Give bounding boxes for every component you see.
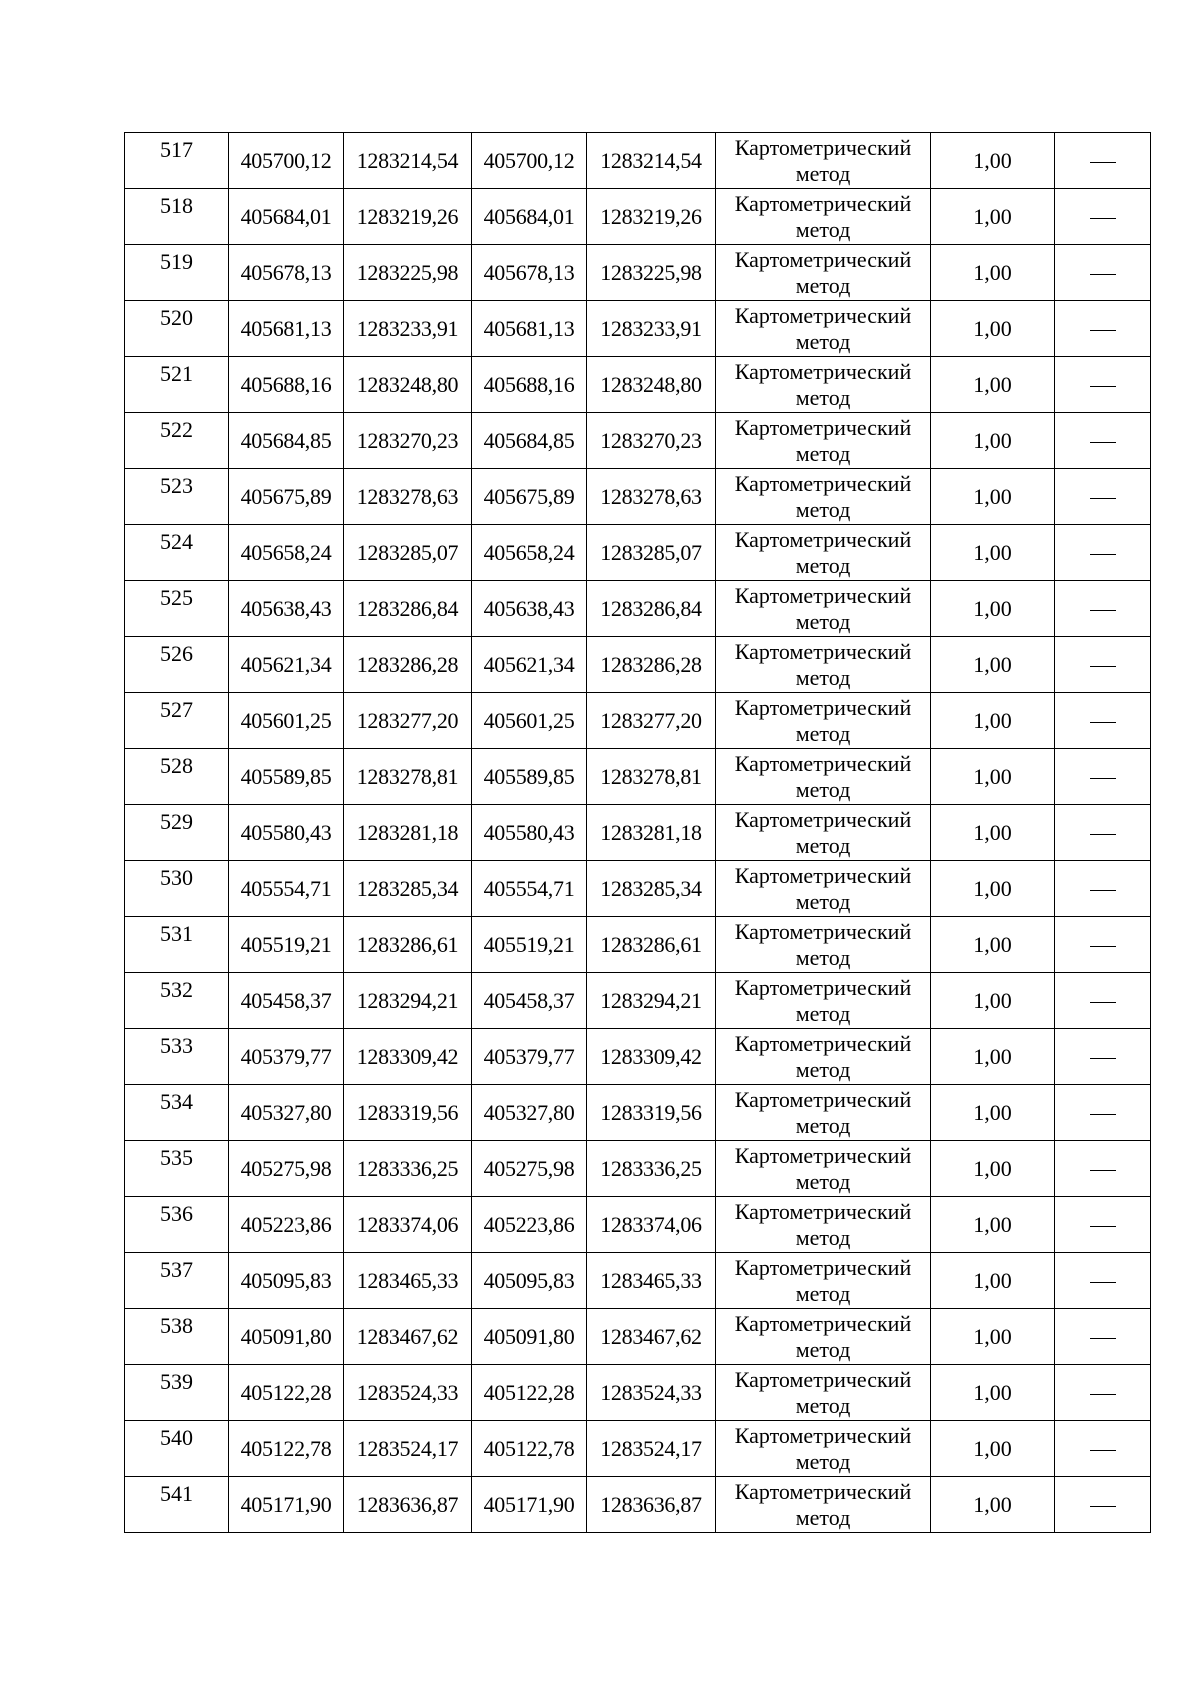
dash-mark <box>1090 890 1116 891</box>
note-cell <box>1055 245 1151 301</box>
x-coordinate-cell: 405519,21 <box>229 917 344 973</box>
table-row <box>125 805 1151 861</box>
x-coordinate-cell: 405658,24 <box>229 525 344 581</box>
y-coordinate-cell: 1283636,87 <box>344 1477 472 1533</box>
table-row <box>125 861 1151 917</box>
x-coordinate-cell: 405091,80 <box>229 1309 344 1365</box>
x-coordinate-cell: 405091,80 <box>472 1309 587 1365</box>
method-cell: Картометрический метод <box>716 917 931 973</box>
x-coordinate-cell: 405688,16 <box>472 357 587 413</box>
method-cell: Картометрический метод <box>716 1085 931 1141</box>
accuracy-cell: 1,00 <box>931 1085 1055 1141</box>
table-row <box>125 637 1151 693</box>
point-number-cell: 520 <box>125 301 229 357</box>
accuracy-cell: 1,00 <box>931 805 1055 861</box>
dash-mark <box>1090 442 1116 443</box>
note-cell <box>1055 525 1151 581</box>
coordinates-table <box>124 132 1151 1533</box>
x-coordinate-cell: 405580,43 <box>472 805 587 861</box>
dash-mark <box>1090 834 1116 835</box>
dash-mark <box>1090 1394 1116 1395</box>
point-number-cell: 526 <box>125 637 229 693</box>
x-coordinate-cell: 405688,16 <box>229 357 344 413</box>
y-coordinate-cell: 1283278,63 <box>344 469 472 525</box>
y-coordinate-cell: 1283319,56 <box>344 1085 472 1141</box>
x-coordinate-cell: 405601,25 <box>472 693 587 749</box>
dash-mark <box>1090 946 1116 947</box>
accuracy-cell: 1,00 <box>931 1029 1055 1085</box>
table-row <box>125 1141 1151 1197</box>
accuracy-cell: 1,00 <box>931 1421 1055 1477</box>
note-cell <box>1055 973 1151 1029</box>
y-coordinate-cell: 1283294,21 <box>344 973 472 1029</box>
accuracy-cell: 1,00 <box>931 749 1055 805</box>
y-coordinate-cell: 1283285,07 <box>587 525 716 581</box>
y-coordinate-cell: 1283309,42 <box>587 1029 716 1085</box>
x-coordinate-cell: 405678,13 <box>229 245 344 301</box>
y-coordinate-cell: 1283233,91 <box>344 301 472 357</box>
y-coordinate-cell: 1283270,23 <box>344 413 472 469</box>
dash-mark <box>1090 1282 1116 1283</box>
dash-mark <box>1090 386 1116 387</box>
y-coordinate-cell: 1283281,18 <box>344 805 472 861</box>
x-coordinate-cell: 405638,43 <box>472 581 587 637</box>
y-coordinate-cell: 1283281,18 <box>587 805 716 861</box>
note-cell <box>1055 1365 1151 1421</box>
method-cell: Картометрический метод <box>716 525 931 581</box>
table-row <box>125 1253 1151 1309</box>
x-coordinate-cell: 405621,34 <box>229 637 344 693</box>
x-coordinate-cell: 405122,78 <box>472 1421 587 1477</box>
table-row <box>125 1365 1151 1421</box>
table-row <box>125 749 1151 805</box>
point-number-cell: 533 <box>125 1029 229 1085</box>
y-coordinate-cell: 1283336,25 <box>587 1141 716 1197</box>
point-number-cell: 529 <box>125 805 229 861</box>
table-row <box>125 133 1151 189</box>
table-row <box>125 1085 1151 1141</box>
accuracy-cell: 1,00 <box>931 1309 1055 1365</box>
y-coordinate-cell: 1283286,61 <box>587 917 716 973</box>
y-coordinate-cell: 1283524,17 <box>587 1421 716 1477</box>
dash-mark <box>1090 1002 1116 1003</box>
y-coordinate-cell: 1283214,54 <box>587 133 716 189</box>
note-cell <box>1055 301 1151 357</box>
method-cell: Картометрический метод <box>716 693 931 749</box>
x-coordinate-cell: 405684,85 <box>229 413 344 469</box>
note-cell <box>1055 469 1151 525</box>
note-cell <box>1055 1309 1151 1365</box>
method-cell: Картометрический метод <box>716 413 931 469</box>
y-coordinate-cell: 1283286,28 <box>344 637 472 693</box>
method-cell: Картометрический метод <box>716 469 931 525</box>
note-cell <box>1055 357 1151 413</box>
note-cell <box>1055 917 1151 973</box>
dash-mark <box>1090 330 1116 331</box>
point-number-cell: 522 <box>125 413 229 469</box>
table-row <box>125 525 1151 581</box>
dash-mark <box>1090 1114 1116 1115</box>
point-number-cell: 523 <box>125 469 229 525</box>
point-number-cell: 532 <box>125 973 229 1029</box>
x-coordinate-cell: 405675,89 <box>472 469 587 525</box>
accuracy-cell: 1,00 <box>931 693 1055 749</box>
y-coordinate-cell: 1283286,84 <box>587 581 716 637</box>
y-coordinate-cell: 1283286,84 <box>344 581 472 637</box>
method-cell: Картометрический метод <box>716 861 931 917</box>
note-cell <box>1055 861 1151 917</box>
x-coordinate-cell: 405171,90 <box>229 1477 344 1533</box>
table-body <box>125 133 1151 1533</box>
table-row <box>125 1197 1151 1253</box>
x-coordinate-cell: 405327,80 <box>229 1085 344 1141</box>
accuracy-cell: 1,00 <box>931 861 1055 917</box>
y-coordinate-cell: 1283524,17 <box>344 1421 472 1477</box>
x-coordinate-cell: 405554,71 <box>472 861 587 917</box>
point-number-cell: 530 <box>125 861 229 917</box>
x-coordinate-cell: 405554,71 <box>229 861 344 917</box>
y-coordinate-cell: 1283233,91 <box>587 301 716 357</box>
point-number-cell: 531 <box>125 917 229 973</box>
table-row <box>125 973 1151 1029</box>
table-row <box>125 917 1151 973</box>
x-coordinate-cell: 405589,85 <box>472 749 587 805</box>
table-row <box>125 469 1151 525</box>
dash-mark <box>1090 218 1116 219</box>
accuracy-cell: 1,00 <box>931 413 1055 469</box>
dash-mark <box>1090 1506 1116 1507</box>
x-coordinate-cell: 405095,83 <box>472 1253 587 1309</box>
x-coordinate-cell: 405458,37 <box>229 973 344 1029</box>
point-number-cell: 528 <box>125 749 229 805</box>
note-cell <box>1055 581 1151 637</box>
y-coordinate-cell: 1283277,20 <box>587 693 716 749</box>
table-row <box>125 1421 1151 1477</box>
y-coordinate-cell: 1283524,33 <box>344 1365 472 1421</box>
method-cell: Картометрический метод <box>716 133 931 189</box>
accuracy-cell: 1,00 <box>931 637 1055 693</box>
table-row <box>125 245 1151 301</box>
method-cell: Картометрический метод <box>716 1421 931 1477</box>
point-number-cell: 521 <box>125 357 229 413</box>
table-row <box>125 1029 1151 1085</box>
x-coordinate-cell: 405223,86 <box>229 1197 344 1253</box>
x-coordinate-cell: 405519,21 <box>472 917 587 973</box>
accuracy-cell: 1,00 <box>931 469 1055 525</box>
x-coordinate-cell: 405621,34 <box>472 637 587 693</box>
y-coordinate-cell: 1283225,98 <box>344 245 472 301</box>
y-coordinate-cell: 1283278,81 <box>344 749 472 805</box>
y-coordinate-cell: 1283225,98 <box>587 245 716 301</box>
x-coordinate-cell: 405458,37 <box>472 973 587 1029</box>
y-coordinate-cell: 1283248,80 <box>344 357 472 413</box>
y-coordinate-cell: 1283285,34 <box>344 861 472 917</box>
method-cell: Картометрический метод <box>716 1253 931 1309</box>
note-cell <box>1055 1253 1151 1309</box>
x-coordinate-cell: 405601,25 <box>229 693 344 749</box>
x-coordinate-cell: 405700,12 <box>229 133 344 189</box>
y-coordinate-cell: 1283277,20 <box>344 693 472 749</box>
accuracy-cell: 1,00 <box>931 133 1055 189</box>
x-coordinate-cell: 405681,13 <box>229 301 344 357</box>
x-coordinate-cell: 405681,13 <box>472 301 587 357</box>
y-coordinate-cell: 1283214,54 <box>344 133 472 189</box>
accuracy-cell: 1,00 <box>931 301 1055 357</box>
method-cell: Картометрический метод <box>716 1309 931 1365</box>
x-coordinate-cell: 405122,28 <box>472 1365 587 1421</box>
dash-mark <box>1090 610 1116 611</box>
accuracy-cell: 1,00 <box>931 581 1055 637</box>
method-cell: Картометрический метод <box>716 245 931 301</box>
x-coordinate-cell: 405122,28 <box>229 1365 344 1421</box>
y-coordinate-cell: 1283374,06 <box>587 1197 716 1253</box>
method-cell: Картометрический метод <box>716 749 931 805</box>
x-coordinate-cell: 405589,85 <box>229 749 344 805</box>
table-row <box>125 581 1151 637</box>
table-row <box>125 1477 1151 1533</box>
point-number-cell: 525 <box>125 581 229 637</box>
point-number-cell: 519 <box>125 245 229 301</box>
accuracy-cell: 1,00 <box>931 1477 1055 1533</box>
x-coordinate-cell: 405327,80 <box>472 1085 587 1141</box>
note-cell <box>1055 413 1151 469</box>
point-number-cell: 538 <box>125 1309 229 1365</box>
accuracy-cell: 1,00 <box>931 1253 1055 1309</box>
point-number-cell: 537 <box>125 1253 229 1309</box>
x-coordinate-cell: 405379,77 <box>229 1029 344 1085</box>
y-coordinate-cell: 1283219,26 <box>587 189 716 245</box>
accuracy-cell: 1,00 <box>931 1141 1055 1197</box>
y-coordinate-cell: 1283636,87 <box>587 1477 716 1533</box>
point-number-cell: 524 <box>125 525 229 581</box>
dash-mark <box>1090 1226 1116 1227</box>
y-coordinate-cell: 1283374,06 <box>344 1197 472 1253</box>
note-cell <box>1055 1085 1151 1141</box>
y-coordinate-cell: 1283286,28 <box>587 637 716 693</box>
table-row <box>125 189 1151 245</box>
point-number-cell: 535 <box>125 1141 229 1197</box>
point-number-cell: 527 <box>125 693 229 749</box>
x-coordinate-cell: 405171,90 <box>472 1477 587 1533</box>
x-coordinate-cell: 405095,83 <box>229 1253 344 1309</box>
method-cell: Картометрический метод <box>716 581 931 637</box>
y-coordinate-cell: 1283248,80 <box>587 357 716 413</box>
dash-mark <box>1090 498 1116 499</box>
note-cell <box>1055 133 1151 189</box>
dash-mark <box>1090 1170 1116 1171</box>
table-row <box>125 1309 1151 1365</box>
y-coordinate-cell: 1283278,63 <box>587 469 716 525</box>
y-coordinate-cell: 1283285,34 <box>587 861 716 917</box>
x-coordinate-cell: 405684,01 <box>472 189 587 245</box>
y-coordinate-cell: 1283219,26 <box>344 189 472 245</box>
accuracy-cell: 1,00 <box>931 525 1055 581</box>
dash-mark <box>1090 274 1116 275</box>
y-coordinate-cell: 1283285,07 <box>344 525 472 581</box>
x-coordinate-cell: 405379,77 <box>472 1029 587 1085</box>
y-coordinate-cell: 1283286,61 <box>344 917 472 973</box>
accuracy-cell: 1,00 <box>931 1365 1055 1421</box>
y-coordinate-cell: 1283336,25 <box>344 1141 472 1197</box>
method-cell: Картометрический метод <box>716 1197 931 1253</box>
accuracy-cell: 1,00 <box>931 245 1055 301</box>
method-cell: Картометрический метод <box>716 1141 931 1197</box>
x-coordinate-cell: 405675,89 <box>229 469 344 525</box>
note-cell <box>1055 1029 1151 1085</box>
x-coordinate-cell: 405658,24 <box>472 525 587 581</box>
accuracy-cell: 1,00 <box>931 973 1055 1029</box>
y-coordinate-cell: 1283465,33 <box>587 1253 716 1309</box>
y-coordinate-cell: 1283270,23 <box>587 413 716 469</box>
method-cell: Картометрический метод <box>716 973 931 1029</box>
point-number-cell: 540 <box>125 1421 229 1477</box>
table-row <box>125 357 1151 413</box>
method-cell: Картометрический метод <box>716 1029 931 1085</box>
x-coordinate-cell: 405275,98 <box>229 1141 344 1197</box>
y-coordinate-cell: 1283467,62 <box>587 1309 716 1365</box>
table-row <box>125 693 1151 749</box>
method-cell: Картометрический метод <box>716 1365 931 1421</box>
x-coordinate-cell: 405275,98 <box>472 1141 587 1197</box>
x-coordinate-cell: 405700,12 <box>472 133 587 189</box>
note-cell <box>1055 1141 1151 1197</box>
x-coordinate-cell: 405638,43 <box>229 581 344 637</box>
table-row <box>125 413 1151 469</box>
y-coordinate-cell: 1283524,33 <box>587 1365 716 1421</box>
point-number-cell: 517 <box>125 133 229 189</box>
note-cell <box>1055 693 1151 749</box>
x-coordinate-cell: 405684,85 <box>472 413 587 469</box>
x-coordinate-cell: 405223,86 <box>472 1197 587 1253</box>
accuracy-cell: 1,00 <box>931 1197 1055 1253</box>
note-cell <box>1055 1421 1151 1477</box>
dash-mark <box>1090 1338 1116 1339</box>
note-cell <box>1055 189 1151 245</box>
y-coordinate-cell: 1283467,62 <box>344 1309 472 1365</box>
y-coordinate-cell: 1283278,81 <box>587 749 716 805</box>
point-number-cell: 541 <box>125 1477 229 1533</box>
note-cell <box>1055 637 1151 693</box>
method-cell: Картометрический метод <box>716 1477 931 1533</box>
method-cell: Картометрический метод <box>716 805 931 861</box>
note-cell <box>1055 805 1151 861</box>
x-coordinate-cell: 405684,01 <box>229 189 344 245</box>
note-cell <box>1055 1477 1151 1533</box>
x-coordinate-cell: 405122,78 <box>229 1421 344 1477</box>
dash-mark <box>1090 778 1116 779</box>
point-number-cell: 518 <box>125 189 229 245</box>
note-cell <box>1055 749 1151 805</box>
accuracy-cell: 1,00 <box>931 189 1055 245</box>
point-number-cell: 539 <box>125 1365 229 1421</box>
x-coordinate-cell: 405678,13 <box>472 245 587 301</box>
dash-mark <box>1090 722 1116 723</box>
method-cell: Картометрический метод <box>716 637 931 693</box>
table-row <box>125 301 1151 357</box>
accuracy-cell: 1,00 <box>931 357 1055 413</box>
dash-mark <box>1090 554 1116 555</box>
note-cell <box>1055 1197 1151 1253</box>
y-coordinate-cell: 1283294,21 <box>587 973 716 1029</box>
point-number-cell: 536 <box>125 1197 229 1253</box>
dash-mark <box>1090 1058 1116 1059</box>
method-cell: Картометрический метод <box>716 301 931 357</box>
y-coordinate-cell: 1283465,33 <box>344 1253 472 1309</box>
dash-mark <box>1090 162 1116 163</box>
method-cell: Картометрический метод <box>716 357 931 413</box>
y-coordinate-cell: 1283319,56 <box>587 1085 716 1141</box>
x-coordinate-cell: 405580,43 <box>229 805 344 861</box>
accuracy-cell: 1,00 <box>931 917 1055 973</box>
dash-mark <box>1090 1450 1116 1451</box>
dash-mark <box>1090 666 1116 667</box>
method-cell: Картометрический метод <box>716 189 931 245</box>
point-number-cell: 534 <box>125 1085 229 1141</box>
y-coordinate-cell: 1283309,42 <box>344 1029 472 1085</box>
